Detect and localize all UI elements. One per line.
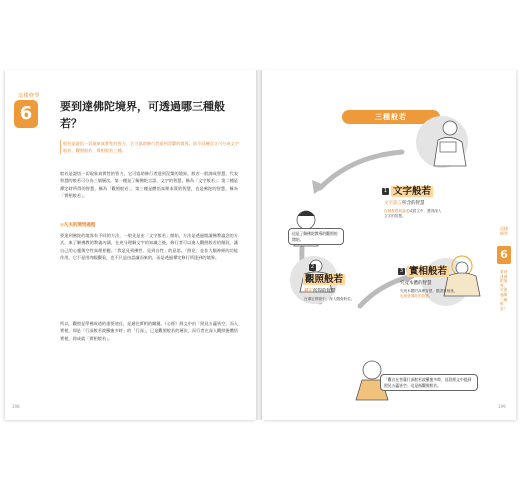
node2-description	[304, 297, 364, 302]
summary-text: 般若是證悟一切現象真實性的智力，它可協助修行者達到涅槃的境界。依不同層次又可分成文字般若、觀照般若、實相般若三種。	[60, 140, 241, 154]
reader-head-icon	[443, 121, 457, 135]
chapter-label: 這樣修學	[18, 93, 41, 99]
node2-subtitle-rest: 所得的智慧	[313, 289, 336, 294]
node2-number: 2	[310, 264, 315, 270]
body-paragraph-2: 要達到佛陀的境界有不同的方法，一般先是由「文字般若」開始，方法是透過閱讀佛教論念的方式，來了解佛教的教義內涵，在充分理解文字的知識之後，修行者可以進入觀照般若的階段，讓自己的心靈與空性真理相應。「我是見到佛性、見到自性」的意思。「照見」並非大腦神經的功能作用，它不是用肉眼觀看，也不只是由認識而來的，而是透過禪定修行所達到的境界。	[60, 233, 238, 260]
node2-subtitle-highlight: 禪定	[304, 289, 313, 294]
side-tab-number: 6	[497, 246, 511, 264]
page-number-right: 199	[498, 404, 506, 409]
node3-description	[400, 289, 460, 299]
diagram-illustration	[262, 70, 516, 420]
buddha-head-icon	[456, 262, 468, 274]
book-icon	[440, 142, 456, 152]
node2-subtitle	[304, 288, 336, 294]
side-tab-label: 這樣修學	[500, 226, 508, 236]
diagram-title: 三種般若	[342, 110, 440, 124]
node1-description	[384, 209, 444, 219]
arrow-curve-top	[320, 152, 402, 188]
chapter-number-badge: 6	[14, 100, 38, 128]
node2-desc-rest: 在禪定實踐中，深入體會般若。	[304, 297, 355, 301]
node3-subtitle	[400, 280, 432, 286]
node1-number: 1	[383, 188, 388, 194]
node3-desc-highlight: 也就是佛陀的智慧。	[400, 294, 433, 299]
body-paragraph-1: 般若是證悟一切現象真實性的智力，它可協助修行者達到涅槃的境界。般若一般譯成智慧，代表智慧的般若可分為三個層次，第一種是了解佛陀言語、文字的智慧，稱為「文字般若」；第二種是禪定時所得的智慧，稱為「觀照般若」；第三種是體悟真理本質的智慧，也是佛陀的智慧，稱為「實相般若」。	[60, 171, 238, 198]
node3-desc-rest: 究竟本體的真理智慧，體證實相後，	[400, 289, 458, 293]
speech-bubble-child: 這是了解佛陀教導的觀照的開始。	[288, 228, 344, 245]
node3-subtitle-rest: 究竟本體的智慧	[400, 281, 432, 286]
node1-subtitle	[384, 200, 425, 206]
node3-name: 實相般若	[409, 266, 448, 277]
node1-subtitle-highlight: 文字語言	[384, 201, 402, 206]
node3-number: 3	[399, 268, 404, 274]
page-number-left: 198	[12, 404, 20, 409]
node1-desc-rest: 或經文中，獲得深入文字的智慧。	[384, 209, 442, 219]
page-title: 要到達佛陀境界，可透過哪三種般若？	[60, 100, 225, 130]
node1-desc-highlight: 在佛教經典論述	[384, 209, 410, 213]
body-paragraph-3: 所以，觀照是學佛成道的重要途徑，是通往實相的關鍵。《心經》經文中由「照見五蘊皆空」而入實相，即是「行深般若波羅蜜多時」的「行深」，已是觀照般若的層次，而行者在深入觀照後體悟實相，即成就「實相般若」。	[60, 321, 238, 341]
monk-head-icon	[363, 361, 381, 379]
speech-bubble-monk: 「觀自在菩薩行深般若波羅蜜多時，這段經文中提到照見五蘊皆空」這是指觀照般若。	[380, 374, 478, 391]
node2-name: 觀照般若	[305, 274, 344, 285]
section-heading: ◎凡夫的開悟過程	[60, 223, 96, 228]
side-tab-text: 要到達佛陀境界，可透過哪三種般若？	[500, 270, 508, 311]
node1-name: 文字般若	[393, 186, 432, 197]
node1-subtitle-rest: 所含的智慧	[402, 201, 425, 206]
